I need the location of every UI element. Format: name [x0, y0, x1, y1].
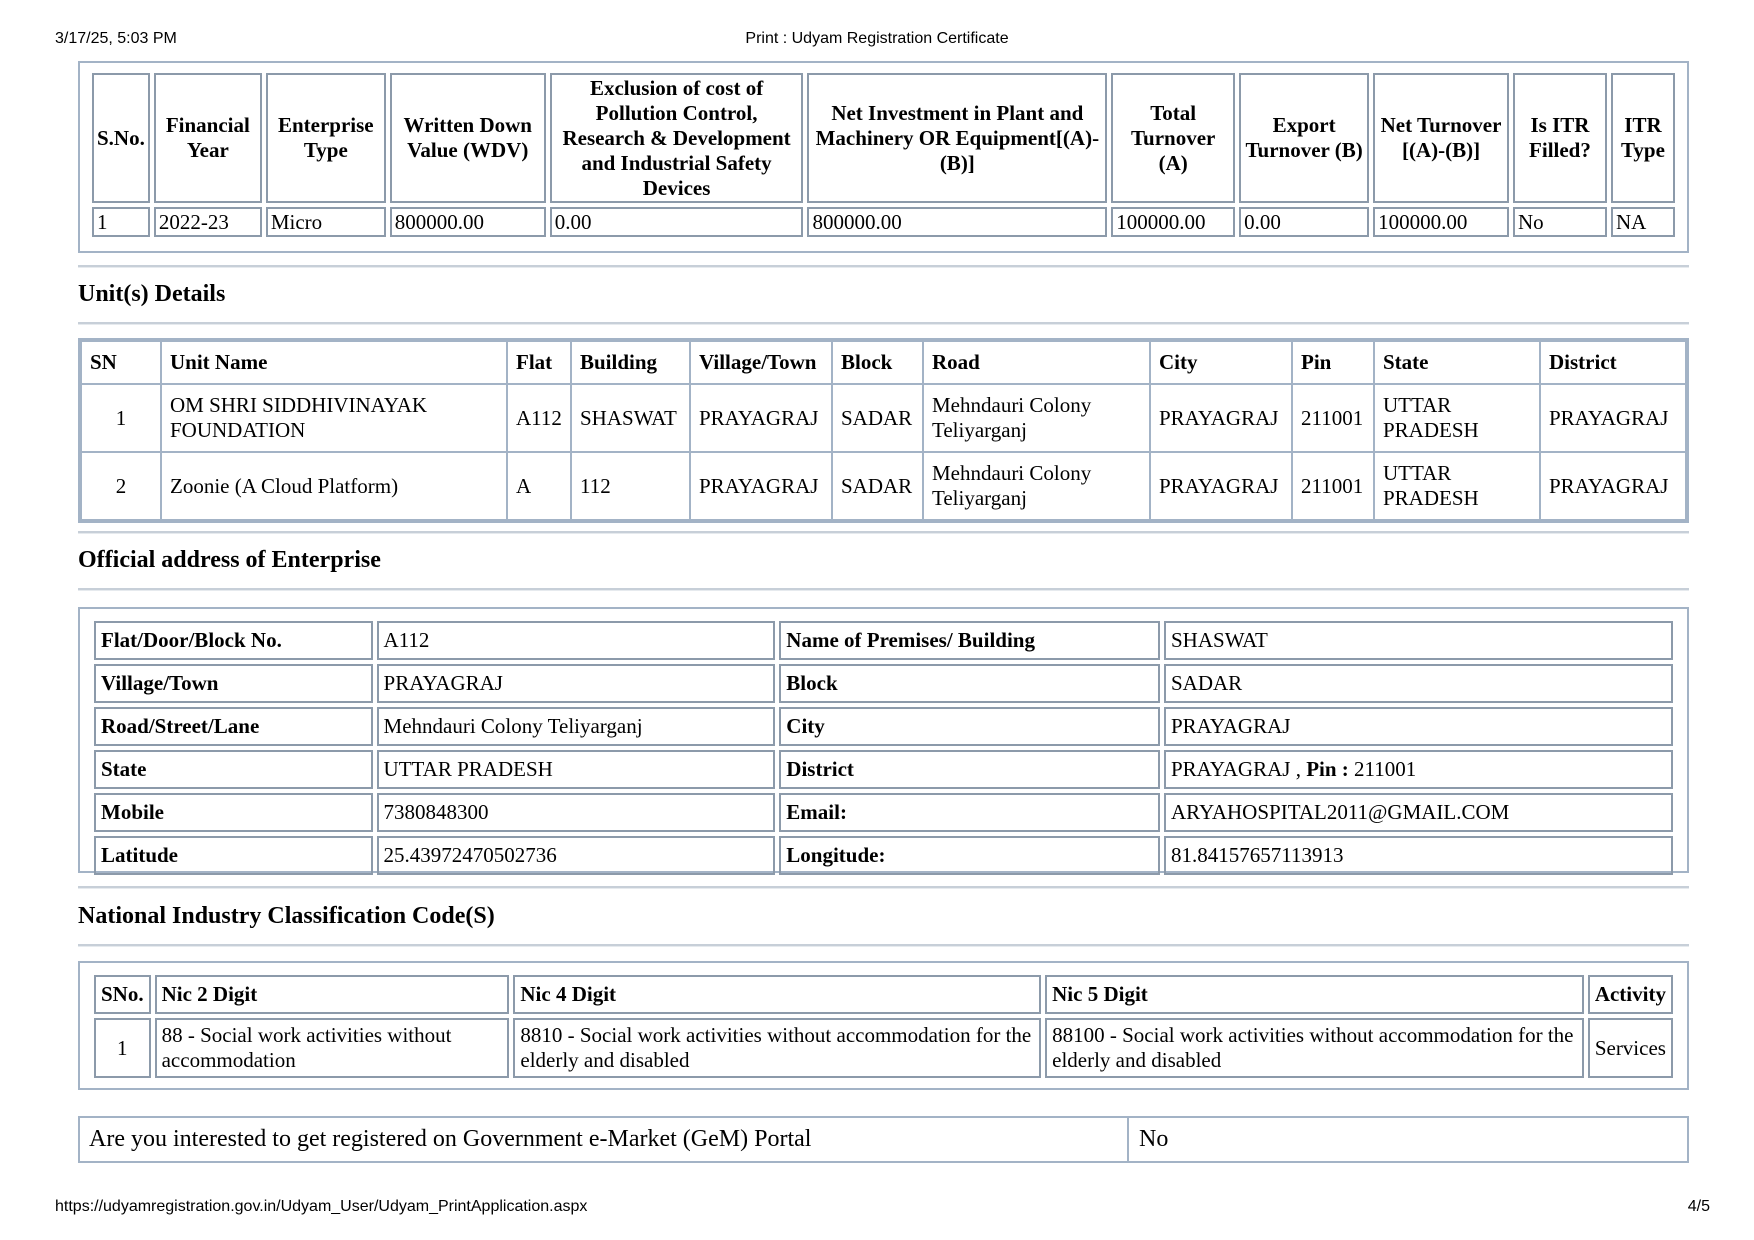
col-sn: SN [81, 341, 161, 384]
nic-header-row [94, 975, 1673, 1014]
cell-itr-type: NA [1611, 207, 1675, 237]
value-mobile: 7380848300 [377, 793, 776, 832]
cell-flat: A [507, 452, 571, 520]
address-row [94, 707, 1673, 746]
cell-block: SADAR [832, 384, 923, 452]
value-district: PRAYAGRAJ , [1171, 757, 1307, 781]
cell-exclusion-cost: 0.00 [550, 207, 804, 237]
col-wdv: Written Down Value (WDV) [390, 73, 546, 203]
value-email: ARYAHOSPITAL2011@GMAIL.COM [1164, 793, 1673, 832]
cell-village-town: PRAYAGRAJ [690, 384, 832, 452]
print-header [0, 30, 1754, 52]
cell-block: SADAR [832, 452, 923, 520]
cell-road: Mehndauri Colony Teliyarganj [923, 452, 1150, 520]
cell-district: PRAYAGRAJ [1540, 384, 1686, 452]
cell-total-turnover: 100000.00 [1111, 207, 1235, 237]
cell-unit-name: OM SHRI SIDDHIVINAYAK FOUNDATION [161, 384, 507, 452]
divider [78, 588, 1689, 591]
label-longitude: Longitude: [779, 836, 1160, 875]
value-district-pin [1164, 750, 1673, 789]
col-city: City [1150, 341, 1292, 384]
col-flat: Flat [507, 341, 571, 384]
col-building: Building [571, 341, 690, 384]
col-itr-filled: Is ITR Filled? [1513, 73, 1607, 203]
divider [78, 886, 1689, 889]
label-city: City [779, 707, 1160, 746]
col-export-turnover: Export Turnover (B) [1239, 73, 1369, 203]
divider [78, 322, 1689, 325]
cell-city: PRAYAGRAJ [1150, 452, 1292, 520]
label-email: Email: [779, 793, 1160, 832]
nic-codes-table [78, 961, 1689, 1090]
label-mobile: Mobile [94, 793, 373, 832]
address-row [94, 793, 1673, 832]
table-row [94, 1018, 1673, 1078]
cell-sno: 1 [94, 1018, 151, 1078]
gem-portal-row [78, 1116, 1689, 1163]
label-pin: Pin : [1306, 757, 1349, 781]
col-district: District [1540, 341, 1686, 384]
value-longitude: 81.84157657113913 [1164, 836, 1673, 875]
units-section-title: Unit(s) Details [78, 281, 226, 307]
cell-unit-name: Zoonie (A Cloud Platform) [161, 452, 507, 520]
financial-details-table [78, 61, 1689, 253]
cell-city: PRAYAGRAJ [1150, 384, 1292, 452]
address-section-title: Official address of Enterprise [78, 547, 381, 573]
cell-building: SHASWAT [571, 384, 690, 452]
address-row [94, 836, 1673, 875]
cell-state: UTTAR PRADESH [1374, 452, 1540, 520]
col-nic-4-digit: Nic 4 Digit [513, 975, 1041, 1014]
label-premises: Name of Premises/ Building [779, 621, 1160, 660]
col-village-town: Village/Town [690, 341, 832, 384]
value-state: UTTAR PRADESH [377, 750, 776, 789]
cell-pin: 211001 [1292, 452, 1374, 520]
value-premises: SHASWAT [1164, 621, 1673, 660]
col-nic-2-digit: Nic 2 Digit [155, 975, 510, 1014]
cell-sn: 1 [81, 384, 161, 452]
divider [78, 265, 1689, 268]
label-state: State [94, 750, 373, 789]
col-enterprise-type: Enterprise Type [266, 73, 386, 203]
col-state: State [1374, 341, 1540, 384]
cell-activity: Services [1588, 1018, 1673, 1078]
label-flat-door: Flat/Door/Block No. [94, 621, 373, 660]
col-total-turnover: Total Turnover (A) [1111, 73, 1235, 203]
col-sno: S.No. [92, 73, 150, 203]
cell-building: 112 [571, 452, 690, 520]
value-latitude: 25.43972470502736 [377, 836, 776, 875]
cell-district: PRAYAGRAJ [1540, 452, 1686, 520]
cell-sn: 2 [81, 452, 161, 520]
value-pin: 211001 [1348, 757, 1417, 781]
col-nic-5-digit: Nic 5 Digit [1045, 975, 1584, 1014]
page-number: 4/5 [1687, 1198, 1710, 1215]
label-latitude: Latitude [94, 836, 373, 875]
cell-sno: 1 [92, 207, 150, 237]
cell-itr-filled: No [1513, 207, 1607, 237]
col-itr-type: ITR Type [1611, 73, 1675, 203]
value-city: PRAYAGRAJ [1164, 707, 1673, 746]
value-village-town: PRAYAGRAJ [377, 664, 776, 703]
cell-flat: A112 [507, 384, 571, 452]
label-village-town: Village/Town [94, 664, 373, 703]
label-road: Road/Street/Lane [94, 707, 373, 746]
units-header-row [81, 341, 1686, 384]
col-financial-year: Financial Year [154, 73, 262, 203]
col-exclusion-cost: Exclusion of cost of Pollution Control, Research & Development and Industrial Safety Devices [550, 73, 804, 203]
cell-road: Mehndauri Colony Teliyarganj [923, 384, 1150, 452]
col-pin: Pin [1292, 341, 1374, 384]
col-unit-name: Unit Name [161, 341, 507, 384]
cell-export-turnover: 0.00 [1239, 207, 1369, 237]
gem-question: Are you interested to get registered on Government e-Market (GeM) Portal [80, 1118, 1129, 1161]
label-district: District [779, 750, 1160, 789]
cell-pin: 211001 [1292, 384, 1374, 452]
gem-answer: No [1139, 1126, 1169, 1152]
label-block: Block [779, 664, 1160, 703]
page-url: https://udyamregistration.gov.in/Udyam_User/Udyam_PrintApplication.aspx [55, 1198, 588, 1215]
cell-nic-2-digit: 88 - Social work activities without accommodation [155, 1018, 510, 1078]
address-row [94, 750, 1673, 789]
cell-state: UTTAR PRADESH [1374, 384, 1540, 452]
financial-header-row [92, 73, 1675, 203]
address-row [94, 621, 1673, 660]
divider [78, 944, 1689, 947]
official-address-table [78, 607, 1689, 873]
cell-enterprise-type: Micro [266, 207, 386, 237]
cell-wdv: 800000.00 [390, 207, 546, 237]
table-row [81, 452, 1686, 520]
value-road: Mehndauri Colony Teliyarganj [377, 707, 776, 746]
nic-section-title: National Industry Classification Code(S) [78, 903, 495, 929]
print-title: Print : Udyam Registration Certificate [745, 30, 1009, 47]
cell-nic-4-digit: 8810 - Social work activities without accommodation for the elderly and disabled [513, 1018, 1041, 1078]
col-activity: Activity [1588, 975, 1673, 1014]
cell-nic-5-digit: 88100 - Social work activities without accommodation for the elderly and disabled [1045, 1018, 1584, 1078]
cell-village-town: PRAYAGRAJ [690, 452, 832, 520]
table-row [81, 384, 1686, 452]
units-table [78, 338, 1689, 523]
divider [78, 531, 1689, 534]
cell-net-turnover: 100000.00 [1373, 207, 1509, 237]
cell-financial-year: 2022-23 [154, 207, 262, 237]
cell-net-investment: 800000.00 [807, 207, 1107, 237]
value-flat-door: A112 [377, 621, 776, 660]
address-row [94, 664, 1673, 703]
col-sno: SNo. [94, 975, 151, 1014]
print-datetime: 3/17/25, 5:03 PM [55, 30, 177, 47]
value-block: SADAR [1164, 664, 1673, 703]
col-block: Block [832, 341, 923, 384]
print-footer [0, 1198, 1754, 1220]
col-road: Road [923, 341, 1150, 384]
col-net-turnover: Net Turnover [(A)-(B)] [1373, 73, 1509, 203]
table-row [92, 207, 1675, 237]
col-net-investment: Net Investment in Plant and Machinery OR Equipment[(A)-(B)] [807, 73, 1107, 203]
